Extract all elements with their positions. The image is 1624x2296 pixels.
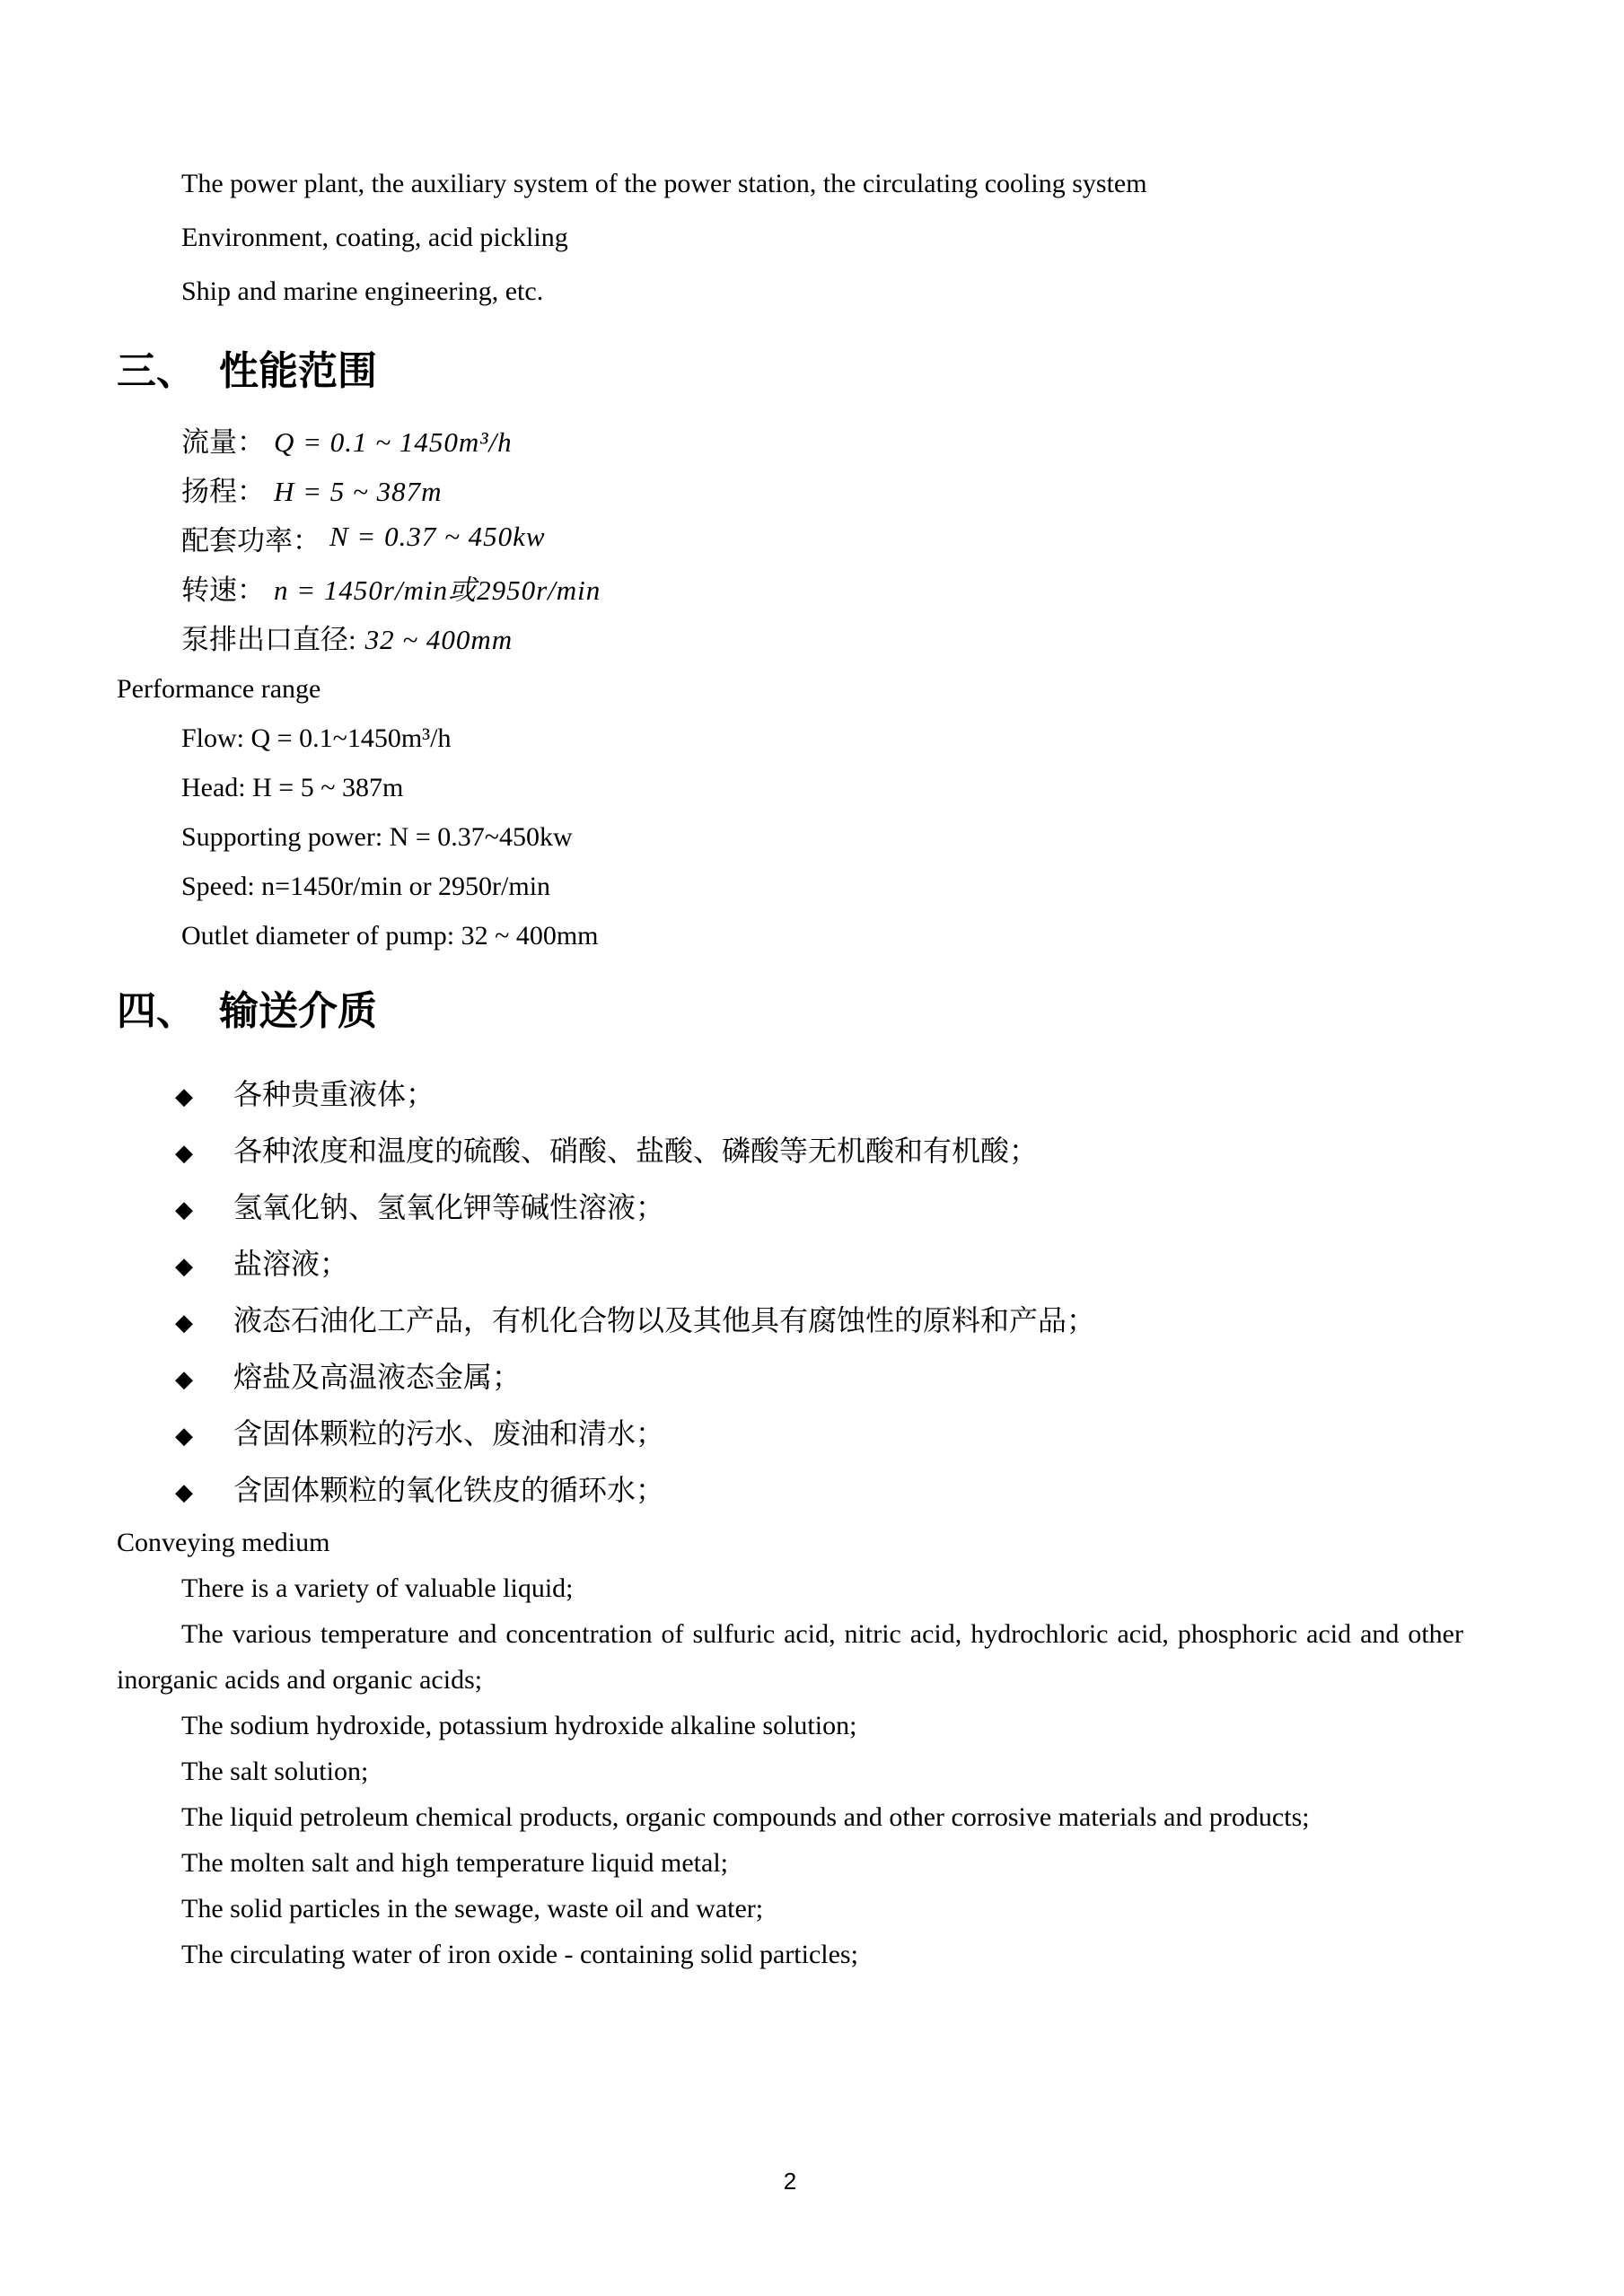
spec-label: 流量： bbox=[181, 426, 265, 458]
diamond-bullet-icon: ◆ bbox=[175, 1479, 193, 1505]
spec-formula: n = 1450r/min或2950r/min bbox=[274, 574, 601, 606]
spec-formula: Q = 0.1 ~ 1450m³/h bbox=[274, 426, 513, 458]
bullet-item bbox=[175, 1350, 1463, 1407]
diamond-bullet-icon: ◆ bbox=[175, 1140, 193, 1166]
performance-range-subtitle: Performance range bbox=[117, 674, 321, 704]
medium-bullet-list bbox=[117, 1067, 1463, 1520]
diamond-bullet-icon: ◆ bbox=[175, 1423, 193, 1449]
intro-line: Ship and marine engineering, etc. bbox=[181, 276, 544, 306]
spec-label: 扬程： bbox=[181, 476, 265, 507]
bullet-text: 液态石油化工产品，有机化合物以及其他具有腐蚀性的原料和产品； bbox=[233, 1304, 1096, 1336]
spec-formula: N = 0.37 ~ 450kw bbox=[329, 521, 546, 552]
bullet-text: 各种贵重液体； bbox=[233, 1078, 435, 1110]
section-number: 四、 bbox=[117, 989, 196, 1033]
spec-flow-cn bbox=[181, 417, 1463, 467]
section-heading-performance bbox=[117, 346, 1463, 398]
spec-speed-cn bbox=[181, 565, 1463, 615]
specs-english bbox=[117, 714, 1463, 960]
bullet-item bbox=[175, 1293, 1463, 1350]
bullet-text: 含固体颗粒的氧化铁皮的循环水； bbox=[233, 1474, 665, 1506]
bullet-item bbox=[175, 1237, 1463, 1293]
section-title: 性能范围 bbox=[219, 349, 377, 393]
spec-formula: H = 5 ~ 387m bbox=[274, 476, 443, 507]
diamond-bullet-icon: ◆ bbox=[175, 1366, 193, 1392]
spec-label: 转速： bbox=[181, 574, 265, 606]
conveying-medium-subtitle: Conveying medium bbox=[117, 1528, 330, 1557]
diamond-bullet-icon: ◆ bbox=[175, 1253, 193, 1279]
bullet-text: 氢氧化钠、氢氧化钾等碱性溶液； bbox=[233, 1191, 665, 1223]
section-title: 输送介质 bbox=[219, 989, 377, 1033]
section-heading-medium bbox=[117, 986, 1463, 1038]
section-number: 三、 bbox=[117, 349, 196, 393]
bullet-item bbox=[175, 1463, 1463, 1520]
spec-label: 泵排出口直径: bbox=[181, 624, 356, 655]
bullet-item bbox=[175, 1124, 1463, 1180]
bullet-text: 含固体颗粒的污水、废油和清水； bbox=[233, 1417, 665, 1450]
diamond-bullet-icon: ◆ bbox=[175, 1196, 193, 1222]
medium-paragraph: The salt solution; bbox=[181, 1757, 369, 1786]
spec-speed-en: Speed: n=1450r/min or 2950r/min bbox=[181, 872, 551, 901]
bullet-item bbox=[175, 1067, 1463, 1124]
bullet-item bbox=[175, 1180, 1463, 1237]
page-number: 2 bbox=[783, 2168, 797, 2195]
bullet-text: 盐溶液； bbox=[233, 1248, 349, 1280]
spec-label: 配套功率： bbox=[181, 525, 320, 556]
spec-outlet-en: Outlet diameter of pump: 32 ~ 400mm bbox=[181, 921, 599, 951]
spec-power-en: Supporting power: N = 0.37~450kw bbox=[181, 822, 573, 852]
medium-english-block bbox=[117, 1520, 1463, 1977]
spec-head-en: Head: H = 5 ~ 387m bbox=[181, 773, 404, 802]
diamond-bullet-icon: ◆ bbox=[175, 1310, 193, 1336]
intro-line: The power plant, the auxiliary system of the power station, the circulating cooling system bbox=[181, 169, 1147, 198]
spec-head-cn bbox=[181, 467, 1463, 516]
spec-flow-en: Flow: Q = 0.1~1450m³/h bbox=[181, 723, 452, 753]
spec-formula: 32 ~ 400mm bbox=[364, 624, 514, 655]
specs-chinese bbox=[117, 417, 1463, 664]
spec-outlet-cn bbox=[181, 615, 1463, 664]
medium-paragraph: The molten salt and high temperature liquid metal; bbox=[181, 1848, 728, 1878]
medium-paragraph: There is a variety of valuable liquid; bbox=[181, 1573, 574, 1603]
intro-line: Environment, coating, acid pickling bbox=[181, 223, 568, 252]
medium-paragraph: The circulating water of iron oxide - containing solid particles; bbox=[181, 1940, 858, 1969]
medium-paragraph: The liquid petroleum chemical products, organic compounds and other corrosive materials and products; bbox=[181, 1802, 1310, 1832]
medium-paragraph: The various temperature and concentration of sulfuric acid, nitric acid, hydrochloric acid, phosphoric acid and other inorganic acids and organic acids; bbox=[117, 1619, 1463, 1695]
spec-power-cn bbox=[181, 516, 1463, 565]
bullet-text: 各种浓度和温度的硫酸、硝酸、盐酸、磷酸等无机酸和有机酸； bbox=[233, 1135, 1039, 1167]
diamond-bullet-icon: ◆ bbox=[175, 1083, 193, 1109]
medium-paragraph: The solid particles in the sewage, waste oil and water; bbox=[181, 1894, 764, 1924]
medium-paragraph: The sodium hydroxide, potassium hydroxide alkaline solution; bbox=[181, 1711, 857, 1740]
page-content bbox=[117, 0, 1463, 1977]
bullet-text: 熔盐及高温液态金属； bbox=[233, 1361, 522, 1393]
bullet-item bbox=[175, 1407, 1463, 1463]
